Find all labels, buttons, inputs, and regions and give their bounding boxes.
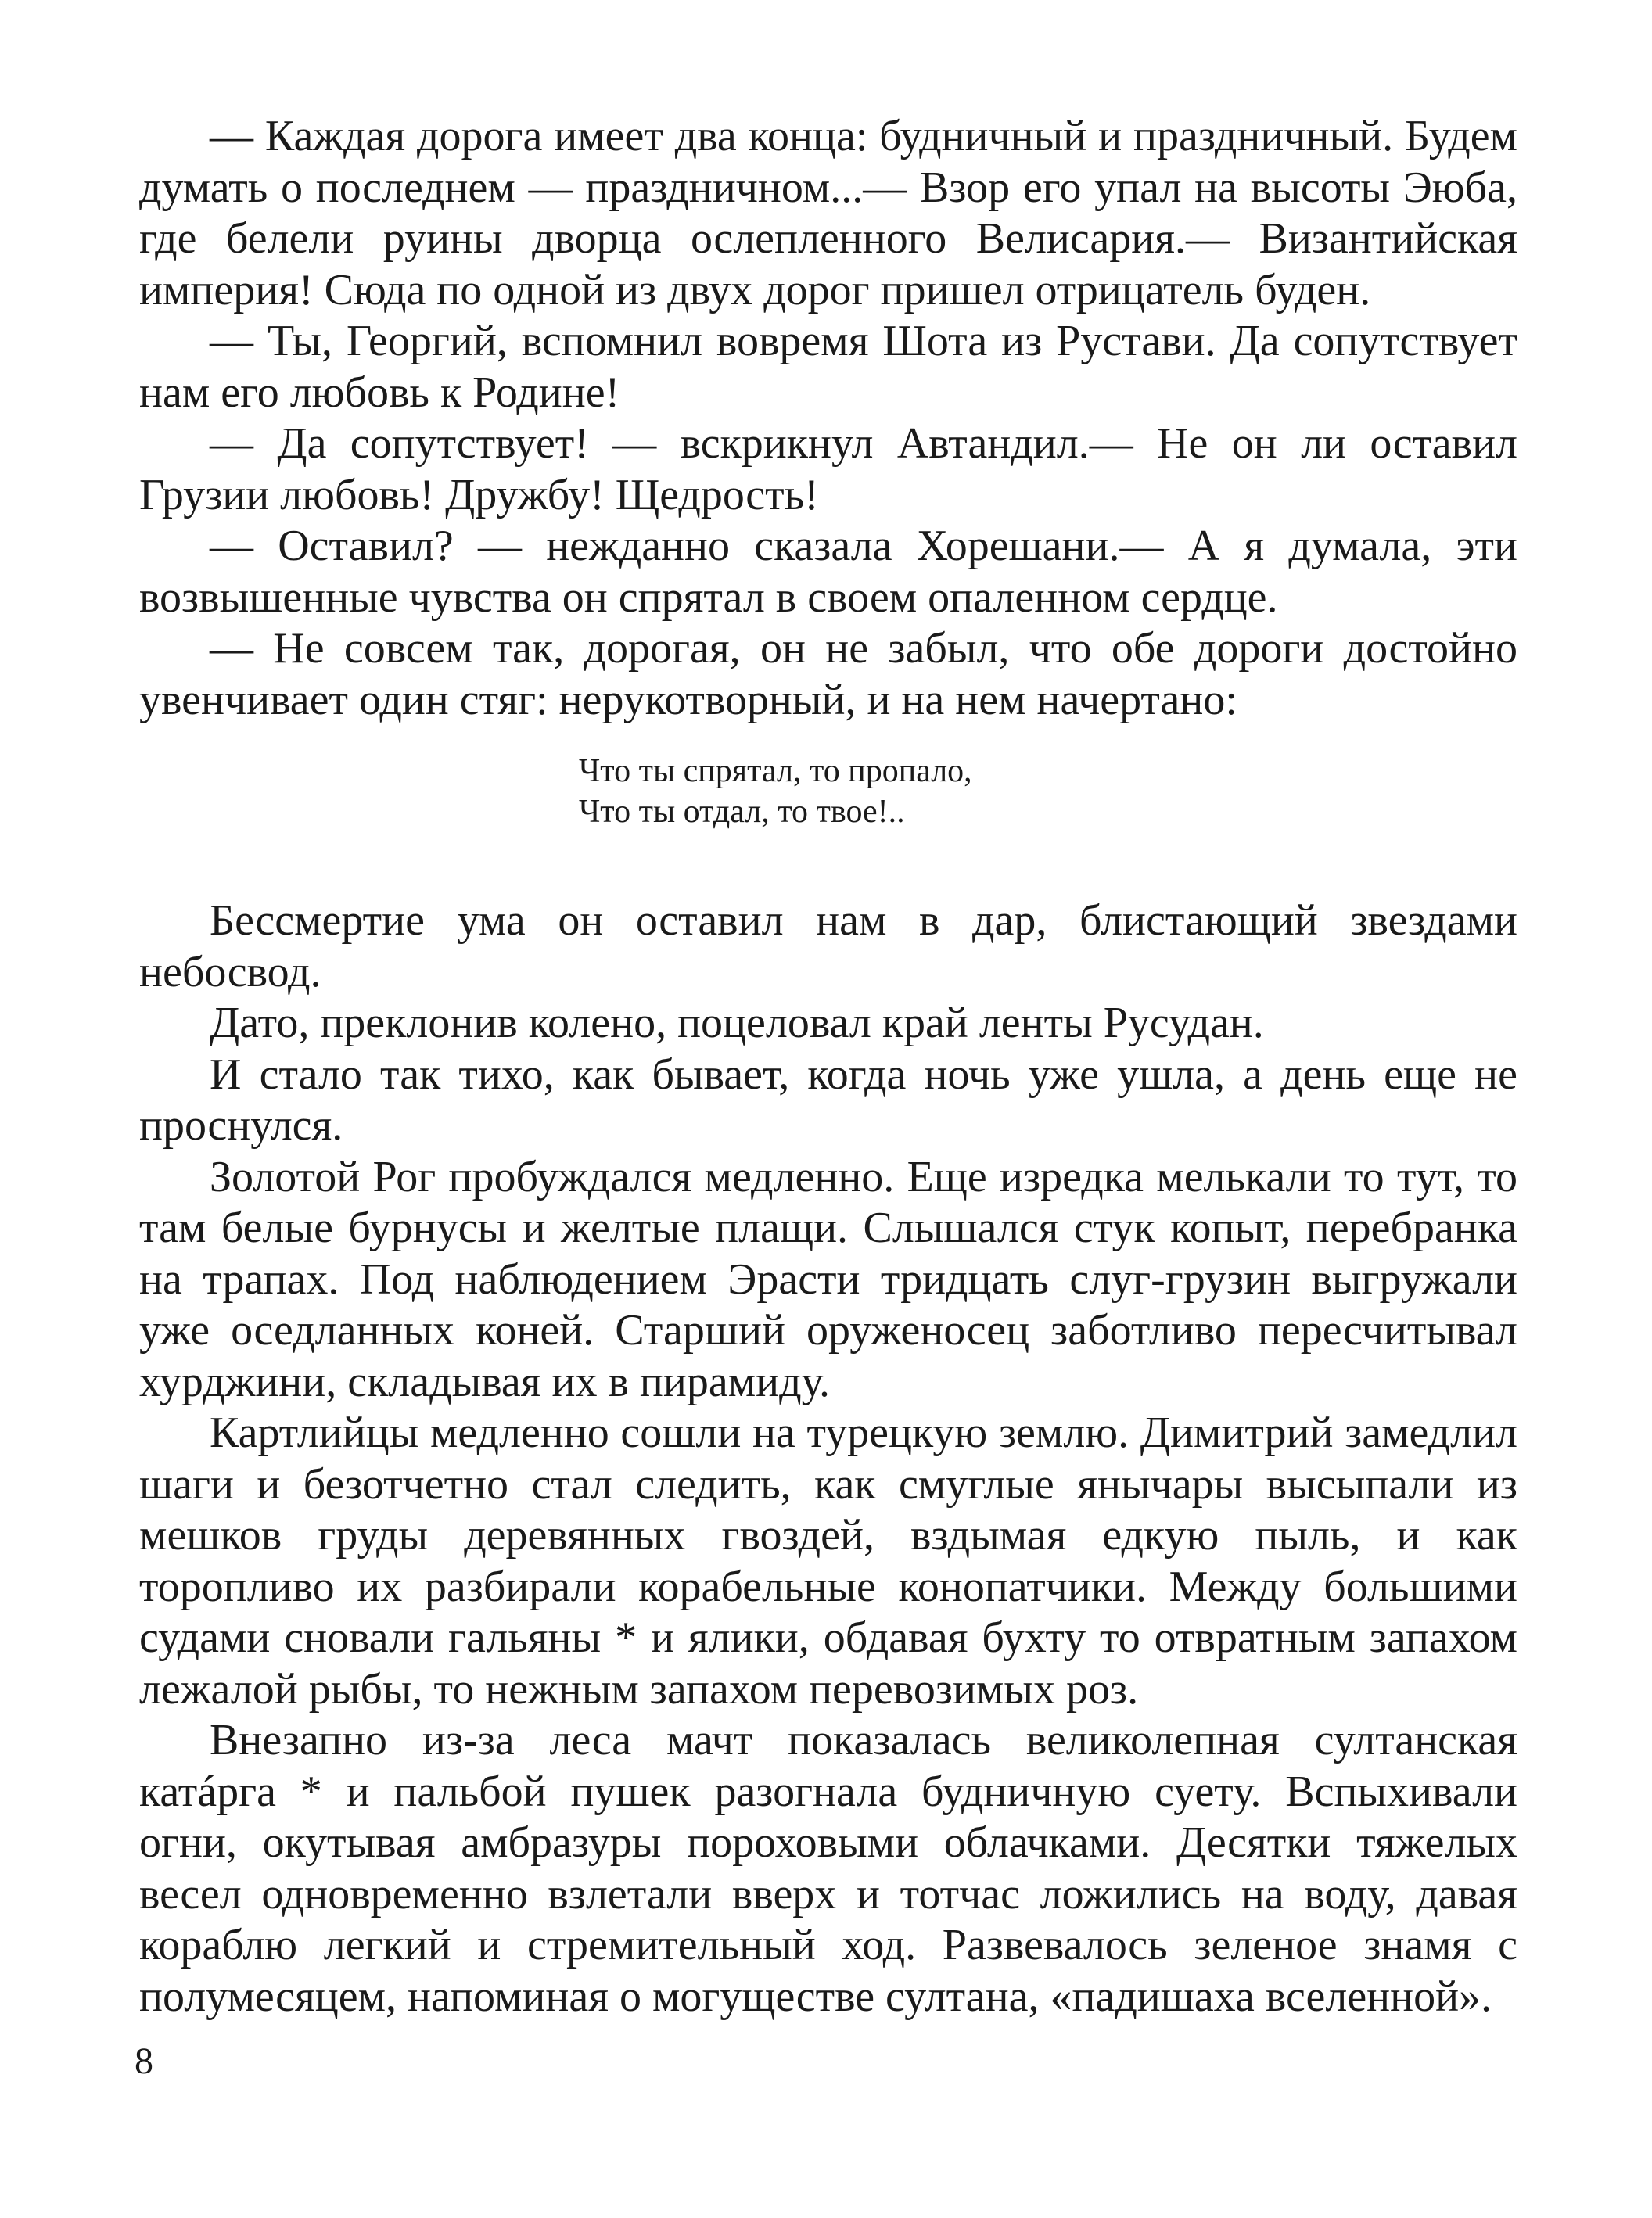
paragraph: Картлийцы медленно сошли на турецкую землю. Димитрий замедлил шаги и безотчетно стал следить, как смуглые янычары высыпали из мешков груды деревянных гвоздей, вздымая едкую пыль, и как торопливо их разбирали корабельные конопатчики. Между большими судами сновали гальяны * и ялики, обдавая бухту то отвратным запахом лежалой рыбы, то нежным запахом перевозимых роз. [139, 1409, 1517, 1714]
paragraph: — Ты, Георгий, вспомнил вовремя Шота из Рустави. Да сопутствует нам его любовь к Родине! [139, 317, 1517, 417]
text-block-bottom [139, 895, 1517, 2022]
paragraph: — Оставил? — нежданно сказала Хорешани.— А я думала, эти возвышенные чувства он спрятал в своем опаленном сердце. [139, 522, 1517, 622]
page-number: 8 [135, 2040, 153, 2082]
verse-line: Что ты спрятал, то пропало, [579, 753, 972, 789]
paragraph: Бессмертие ума он оставил нам в дар, блистающий звездами небосвод. [139, 896, 1517, 996]
text-block-top [139, 111, 1517, 726]
paragraph: — Не совсем так, дорогая, он не забыл, что обе дороги достойно увенчивает один стяг: нерукотворный, и на нем начертано: [139, 624, 1517, 724]
paragraph: Внезапно из-за леса мачт показалась великолепная султанская катáрга * и пальбой пушек разогнала будничную суету. Вспыхивали огни, окутывая амбразуры пороховыми облачками. Десятки тяжелых весел одновременно взлетали вверх и тотчас ложились на воду, давая кораблю легкий и стремительный ход. Развевалось зеленое знамя с полумесяцем, напоминая о могуществе султана, «падишаха вселенной». [139, 1716, 1517, 2021]
paragraph: — Каждая дорога имеет два конца: будничный и праздничный. Будем думать о последнем — праздничном...— Взор его упал на высоты Эюба, где белели руины дворца ослепленного Велисария.— Византийская империя! Сюда по одной из двух дорог пришел отрицатель буден. [139, 112, 1517, 314]
paragraph: Дато, преклонив колено, поцеловал край ленты Русудан. [210, 999, 1264, 1047]
paragraph: — Да сопутствует! — вскрикнул Автандил.— Не он ли оставил Грузии любовь! Дружбу! Щедрость! [139, 419, 1517, 519]
verse-line: Что ты отдал, то твое!.. [579, 794, 905, 830]
verse-quote [579, 751, 972, 832]
paragraph: И стало так тихо, как бывает, когда ночь уже ушла, а день еще не проснулся. [139, 1050, 1517, 1150]
paragraph: Золотой Рог пробуждался медленно. Еще изредка мелькали то тут, то там белые бурнусы и желтые плащи. Слышался стук копыт, перебранка на трапах. Под наблюдением Эрасти тридцать слуг-грузин выгружали уже оседланных коней. Старший оруженосец заботливо пересчитывал хурджини, складывая их в пирамиду. [139, 1152, 1517, 1406]
